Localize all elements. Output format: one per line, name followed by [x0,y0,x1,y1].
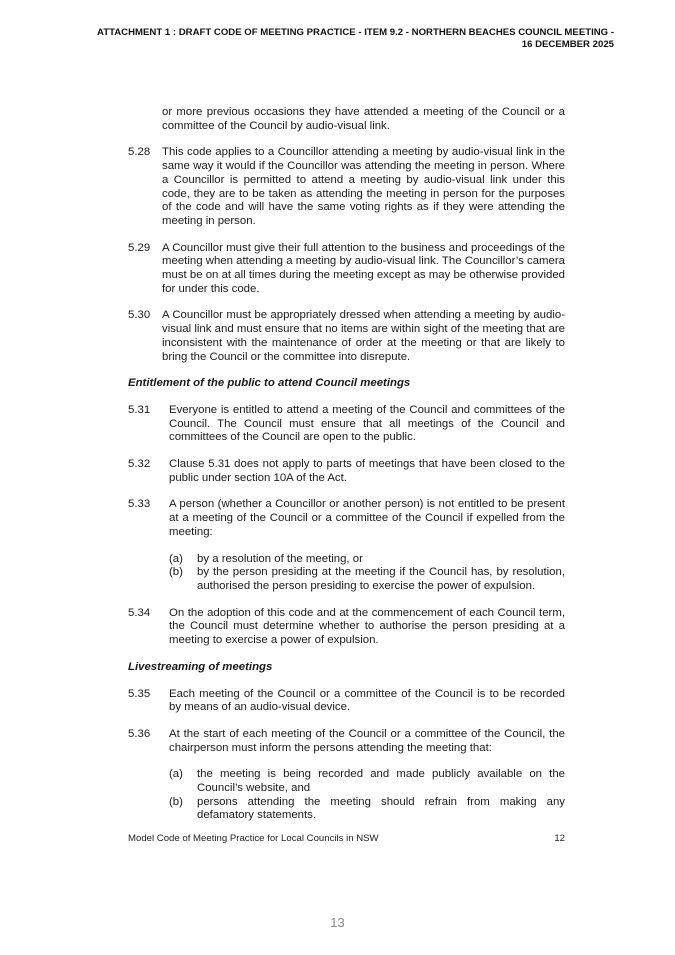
clause-text: A Councillor must be appropriately dressed when attending a meeting by audio-visual link and must ensure that no items are within sight of the meeting that are inconsistent with the maintenance of order at the meeting or that are likely to bring the Council or the committee into disrepute. [162,309,565,363]
clause-5-30 [128,309,565,364]
clause-number: 5.28 [128,146,151,159]
section-heading-livestreaming: Livestreaming of meetings [128,660,273,673]
sub-item-label: (b) [169,795,183,808]
sub-item-label: (b) [169,566,183,579]
sub-item-text: persons attending the meeting should refrain from making any defamatory statements. [197,795,565,822]
sub-item [169,566,565,593]
footer-title: Model Code of Meeting Practice for Local Councils in NSW [128,833,379,844]
clause-body [169,498,565,593]
clause-text: A Councillor must give their full attention to the business and proceedings of the meeting when attending a meeting by audio-visual link. The Councillor’s camera must be on at all times during the meeting except as may be otherwise provided for under this code. [162,241,565,295]
footer-doc-page: 12 [554,833,565,844]
sub-item-text: by a resolution of the meeting, or [197,552,363,565]
clause-number: 5.35 [128,687,151,700]
sub-item-text: the meeting is being recorded and made publicly available on the Council’s website, and [197,768,565,795]
clause-5-29 [128,242,565,297]
clause-number: 5.30 [128,309,151,322]
clause-5-31 [128,404,565,445]
attachment-header [14,27,614,51]
sub-item-label: (a) [169,552,183,565]
clause-text: Everyone is entitled to attend a meeting of the Council and committees of the Council. The Council must ensure that all meetings of the Council and committees of the Council are open to the public. [169,403,565,444]
clause-number: 5.36 [128,727,151,740]
sub-item [169,553,565,567]
page-number: 13 [330,915,345,930]
sub-item [169,768,565,795]
clause-number: 5.33 [128,498,151,511]
sub-list [169,553,565,594]
clause-text: Clause 5.31 does not apply to parts of meetings that have been closed to the public under section 10A of the Act. [169,458,565,484]
header-line-2: 16 DECEMBER 2025 [521,39,614,50]
clause-5-36 [128,728,565,823]
clause-text: On the adoption of this code and at the commencement of each Council term, the Council must determine whether to authorise the person presiding at a meeting to exercise a power of expulsion. [169,606,565,647]
clause-number: 5.29 [128,241,151,254]
clause-number: 5.31 [128,403,151,416]
clause-text: A person (whether a Councillor or another person) is not entitled to be present at a meeting of the Council or a committee of the Council if expelled from the meeting: [169,498,565,538]
sub-item [169,796,565,823]
sub-item-label: (a) [169,768,183,781]
document-footer [128,833,565,844]
clause-5-35 [128,688,565,715]
section-heading-public-attendance: Entitlement of the public to attend Council meetings [128,377,411,390]
sub-list [169,768,565,823]
clause-5-32 [128,458,565,485]
clause-number: 5.34 [128,606,151,619]
header-line-1: ATTACHMENT 1 : DRAFT CODE OF MEETING PRACTICE - ITEM 9.2 - NORTHERN BEACHES COUNCIL MEETING - [97,27,614,38]
sub-item-text: by the person presiding at the meeting if the Council has, by resolution, authorised the person presiding to exercise the power of expulsion. [197,566,565,592]
clause-text: This code applies to a Councillor attending a meeting by audio-visual link in the same way it would if the Councillor was attending the meeting in person. Where a Councillor is permitted to attend a meeting by audio-visual link under this code, they are to be taken as attending the meeting in person for the purposes of the code and will have the same voting rights as if they were attending the meeting in person. [162,146,565,227]
continued-paragraph: or more previous occasions they have attended a meeting of the Council or a committee of the Council by audio-visual link. [162,106,565,132]
clause-text: At the start of each meeting of the Council or a committee of the Council, the chairperson must inform the persons attending the meeting that: [169,727,565,754]
clause-text: Each meeting of the Council or a committee of the Council is to be recorded by means of an audio-visual device. [169,687,565,714]
clause-5-34 [128,607,565,648]
clause-body [169,728,565,823]
document-body [128,106,565,836]
clause-5-33 [128,498,565,593]
clause-number: 5.32 [128,458,151,471]
clause-5-28 [128,146,565,228]
